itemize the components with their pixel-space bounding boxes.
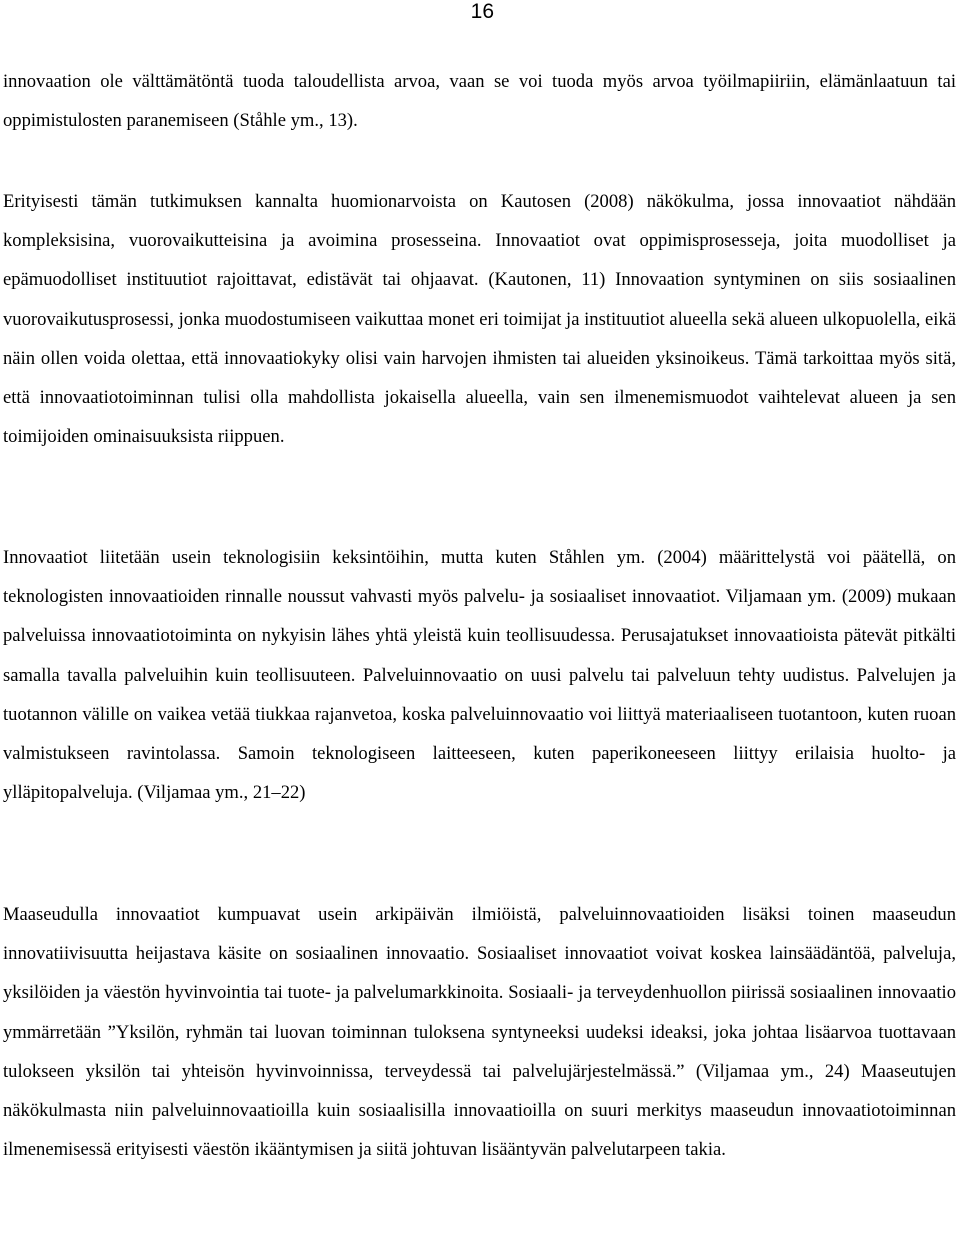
page-number: 16 [470,0,494,23]
paragraph-service-innovations: Innovaatiot liitetään usein teknologisiin keksintöihin, mutta kuten Ståhlen ym. (2004) määrittelystä voi päätellä, on teknologisten innovaatioiden rinnalle noussut vahvasti myös palvelu- ja sosiaaliset innovaatiot. Viljamaan ym. (2009) mukaan palveluissa innovaatiotoiminta on nykyisin lähes yhtä yleistä kuin teollisuudessa. Perusajatukset innovaatioista pätevät pitkälti samalla tavalla palveluihin kuin teollisuuteen. Palveluinnovaatio on uusi palvelu tai palveluun tehty uudistus. Palvelujen ja tuotannon välille on vaikea vetää tiukkaa rajanvetoa, koska palveluinnovaatio voi liittyä materiaaliseen tuotantoon, kuten ruoan valmistukseen ravintolassa. Samoin teknologiseen laitteeseen, kuten paperikoneeseen liittyy erilaisia huolto- ja ylläpitopalveluja. (Viljamaa ym., 21–22) [3,547,956,804]
paragraph-rural-social-innovation: Maaseudulla innovaatiot kumpuavat usein arkipäivän ilmiöistä, palveluinnovaatioiden lisäksi toinen maaseudun innovatiivisuutta heijastava käsite on sosiaalinen innovaatio. Sosiaaliset innovaatiot voivat koskea lainsäädäntöä, palveluja, yksilöiden ja väestön hyvinvointia tai tuote- ja palvelumarkkinoita. Sosiaali- ja terveydenhuollon piirissä sosiaalinen innovaatio ymmärretään ”Yksilön, ryhmän tai luovan toiminnan tuloksena syntyneeksi uudeksi ideaksi, joka johtaa lisäarvoa tuottavaan tulokseen yksilön tai yhteisön hyvinvoinnissa, terveydessä tai palvelujärjestelmässä.” (Viljamaa ym., 24) Maaseutujen näkökulmasta niin palveluinnovaatioilla kuin sosiaalisilla innovaatioilla on suuri merkitys maaseudun innovaatiotoiminnan ilmenemisessä erityisesti väestön ikääntymisen ja siitä johtuvan lisääntyvän palvelutarpeen takia. [3,904,956,1161]
paragraph-kautonen-perspective: Erityisesti tämän tutkimuksen kannalta huomionarvoista on Kautosen (2008) näkökulma, jossa innovaatiot nähdään kompleksisina, vuorovaikutteisina ja avoimina prosesseina. Innovaatiot ovat oppimisprosesseja, joita muodolliset ja epämuodolliset instituutiot rajoittavat, edistävät tai ohjaavat. (Kautonen, 11) Innovaation syntyminen on siis sosiaalinen vuorovaikutusprosessi, jonka muodostumiseen vaikuttaa monet eri toimijat ja instituutiot alueella sekä alueen ulkopuolella, eikä näin ollen voida olettaa, että innovaatiokyky olisi vain harvojen ihmisten tai alueiden yksinoikeus. Tämä tarkoittaa myös sitä, että innovaatiotoiminnan tulisi olla mahdollista jokaisella alueella, vain sen ilmenemismuodot vaihtelevat alueen ja sen toimijoiden ominaisuuksista riippuen. [3,191,956,448]
paragraph-innovation-value: innovaation ole välttämätöntä tuoda taloudellista arvoa, vaan se voi tuoda myös arvoa työilmapiiriin, elämänlaatuun tai oppimistulosten paranemiseen (Ståhle ym., 13). [3,71,956,132]
